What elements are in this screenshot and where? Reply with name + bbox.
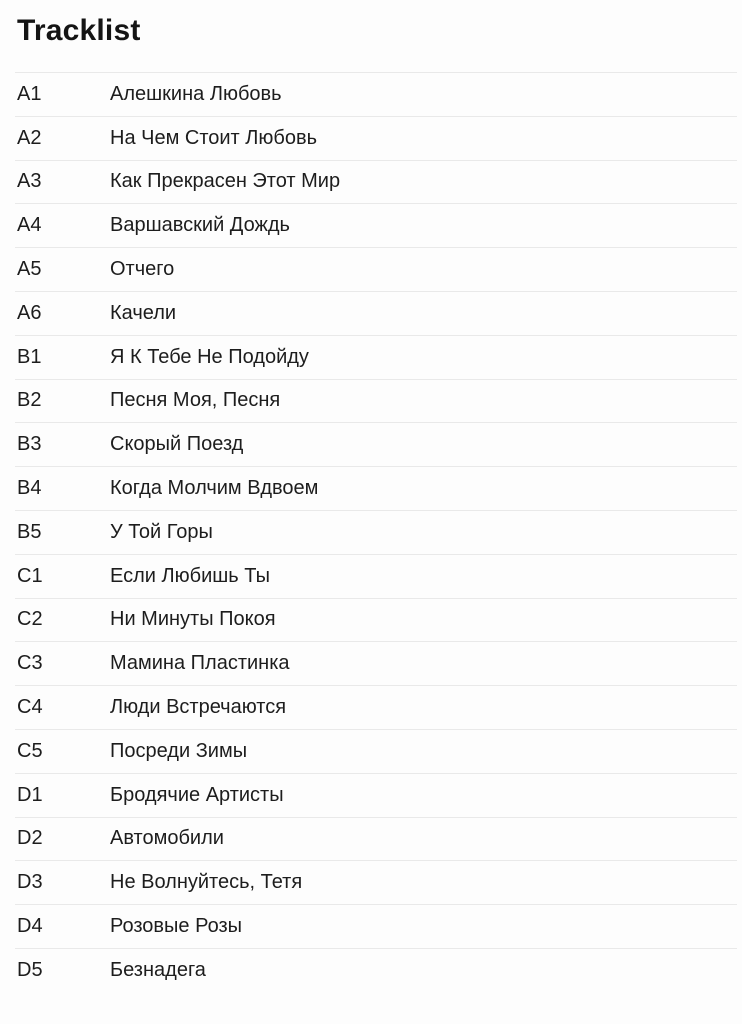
track-title: Алешкина Любовь bbox=[110, 82, 282, 105]
track-position: A4 bbox=[17, 214, 42, 237]
track-position: A5 bbox=[17, 258, 42, 281]
track-position: B2 bbox=[17, 389, 42, 412]
track-position: D5 bbox=[17, 958, 43, 981]
track-position: C1 bbox=[17, 564, 43, 587]
track-title: На Чем Стоит Любовь bbox=[110, 126, 318, 149]
track-title: Посреди Зимы bbox=[110, 739, 248, 762]
table-row bbox=[15, 641, 737, 685]
track-position: C3 bbox=[17, 652, 43, 675]
track-position: C4 bbox=[17, 696, 43, 719]
track-title: Скорый Поезд bbox=[110, 433, 244, 456]
track-position: D4 bbox=[17, 915, 43, 938]
table-row bbox=[15, 817, 737, 861]
table-row bbox=[15, 335, 737, 379]
table-row bbox=[15, 422, 737, 466]
track-position: A6 bbox=[17, 301, 42, 324]
table-row bbox=[15, 466, 737, 510]
table-row bbox=[15, 247, 737, 291]
table-row bbox=[15, 510, 737, 554]
track-position: A3 bbox=[17, 170, 42, 193]
table-row bbox=[15, 598, 737, 642]
track-title: Песня Моя, Песня bbox=[110, 389, 281, 412]
track-position: B3 bbox=[17, 433, 42, 456]
track-position: D2 bbox=[17, 827, 43, 850]
track-title: Как Прекрасен Этот Мир bbox=[110, 170, 341, 193]
track-position: A1 bbox=[17, 82, 42, 105]
track-title: Отчего bbox=[110, 258, 175, 281]
table-row bbox=[15, 203, 737, 247]
track-title: У Той Горы bbox=[110, 520, 213, 543]
track-title: Ни Минуты Покоя bbox=[110, 608, 276, 631]
page-title: Tracklist bbox=[17, 14, 141, 47]
table-row bbox=[15, 948, 737, 992]
track-position: C2 bbox=[17, 608, 43, 631]
track-title: Качели bbox=[110, 301, 177, 324]
track-position: C5 bbox=[17, 739, 43, 762]
track-title: Люди Встречаются bbox=[110, 696, 287, 719]
table-row bbox=[15, 773, 737, 817]
table-row bbox=[15, 860, 737, 904]
table-row bbox=[15, 904, 737, 948]
track-title: Розовые Розы bbox=[110, 915, 243, 938]
table-row bbox=[15, 379, 737, 423]
track-title: Если Любишь Ты bbox=[110, 564, 270, 587]
table-row bbox=[15, 160, 737, 204]
tracklist-table bbox=[0, 72, 742, 992]
track-position: A2 bbox=[17, 126, 42, 149]
track-title: Автомобили bbox=[110, 827, 224, 850]
track-title: Мамина Пластинка bbox=[110, 652, 290, 675]
table-row bbox=[15, 554, 737, 598]
track-title: Бродячие Артисты bbox=[110, 783, 284, 806]
table-row bbox=[15, 291, 737, 335]
table-row bbox=[15, 72, 737, 116]
track-position: B5 bbox=[17, 520, 42, 543]
table-row bbox=[15, 729, 737, 773]
track-title: Безнадега bbox=[110, 958, 206, 981]
track-title: Я К Тебе Не Подойду bbox=[110, 345, 309, 368]
table-row bbox=[15, 116, 737, 160]
track-title: Варшавский Дождь bbox=[110, 214, 290, 237]
track-title: Когда Молчим Вдвоем bbox=[110, 477, 319, 500]
track-title: Не Волнуйтесь, Тетя bbox=[110, 871, 303, 894]
track-position: B4 bbox=[17, 477, 42, 500]
track-position: D1 bbox=[17, 783, 43, 806]
track-position: D3 bbox=[17, 871, 43, 894]
table-row bbox=[15, 685, 737, 729]
track-position: B1 bbox=[17, 345, 42, 368]
